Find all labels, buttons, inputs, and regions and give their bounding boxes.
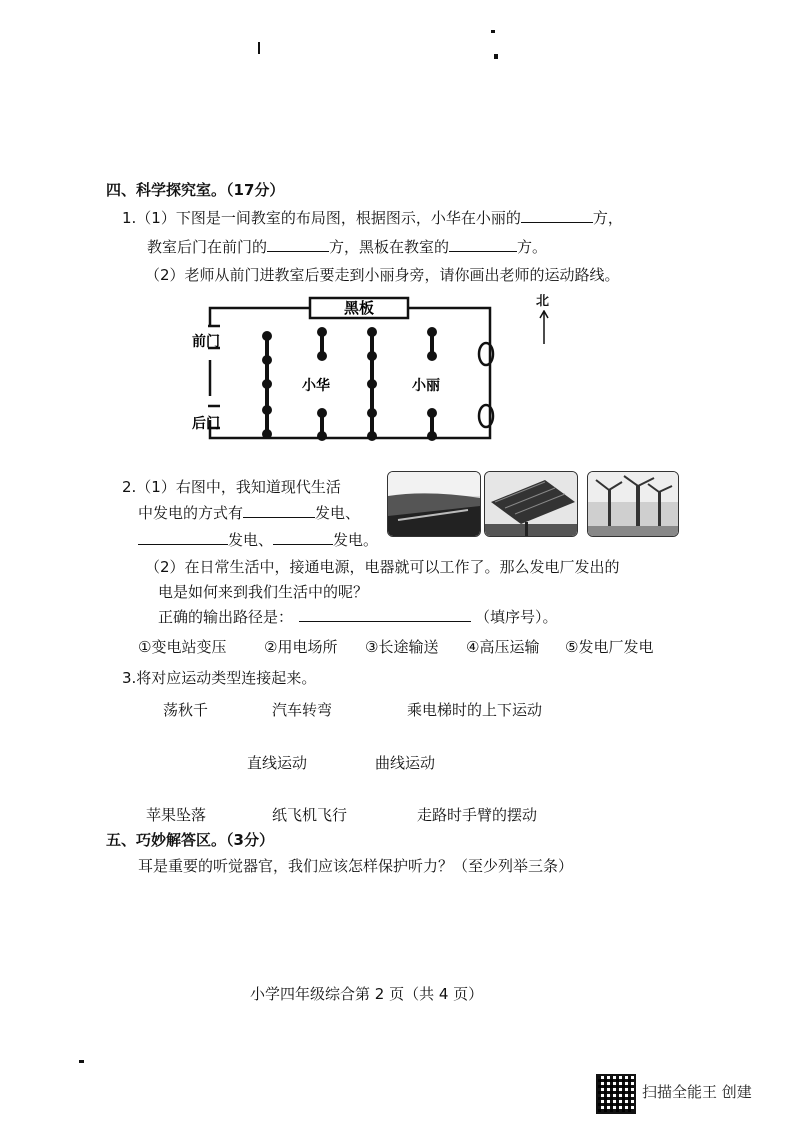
q2-path-line bbox=[158, 607, 558, 627]
path-hint: （填序号）。 bbox=[475, 608, 558, 626]
q1-part1-line2-text-a: 教室后门在前门的 bbox=[147, 238, 268, 256]
scan-speck bbox=[491, 30, 495, 33]
q1-part1-line1-text-b: 方， bbox=[592, 209, 623, 227]
q2-part2-line1: （2）在日常生活中，接通电源，电器就可以工作了。那么发电厂发出的 bbox=[145, 558, 620, 576]
blackboard-label: 黑板 bbox=[343, 299, 375, 317]
hydropower-dam-photo bbox=[387, 471, 481, 537]
section-5-title: 五、巧妙解答区。（3分） bbox=[106, 831, 274, 849]
answer-blank[interactable] bbox=[243, 503, 315, 518]
q1-part1-line1-text-a: 1.（1）下图是一间教室的布局图，根据图示，小华在小丽的 bbox=[122, 209, 521, 227]
scan-speck bbox=[79, 1060, 84, 1063]
q2-part1-line3 bbox=[138, 530, 378, 550]
classroom-walls bbox=[208, 308, 490, 438]
scanner-watermark: 扫描全能王 创建 bbox=[642, 1083, 752, 1101]
motion-type[interactable]: 直线运动 bbox=[247, 754, 308, 772]
path-label: 正确的输出路径是： bbox=[158, 608, 294, 626]
section-4-title: 四、科学探究室。（17分） bbox=[106, 181, 285, 199]
matching-item[interactable]: 荡秋千 bbox=[163, 701, 209, 719]
q1-part2: （2）老师从前门进教室后要走到小丽身旁，请你画出老师的运动路线。 bbox=[145, 266, 620, 284]
desk-rows bbox=[262, 327, 437, 441]
option-4: ④高压运输 bbox=[466, 638, 540, 656]
q2-part2-line2: 电是如何来到我们生活中的呢？ bbox=[158, 583, 369, 601]
scan-speck bbox=[258, 42, 260, 54]
answer-blank[interactable] bbox=[138, 530, 228, 545]
q1-part1-line2-text-b: 方，黑板在教室的 bbox=[329, 238, 450, 256]
answer-blank[interactable] bbox=[273, 530, 333, 545]
front-door-label: 前门 bbox=[192, 334, 220, 350]
classroom-diagram bbox=[180, 288, 520, 458]
matching-item[interactable]: 走路时手臂的摆动 bbox=[417, 806, 538, 824]
matching-item[interactable]: 汽车转弯 bbox=[272, 701, 333, 719]
scan-speck bbox=[494, 54, 498, 59]
q1-part1-line2-text-c: 方。 bbox=[517, 238, 548, 256]
back-door-label: 后门 bbox=[192, 416, 220, 432]
north-label: 北 bbox=[536, 294, 550, 309]
q2-line3-text-b: 发电。 bbox=[333, 531, 379, 549]
solar-panel-photo bbox=[484, 471, 578, 537]
matching-item[interactable]: 乘电梯时的上下运动 bbox=[407, 701, 543, 719]
xiaohua-label: 小华 bbox=[302, 378, 330, 394]
option-3: ③长途输送 bbox=[365, 638, 439, 656]
q2-part1-line2 bbox=[138, 503, 360, 523]
wind-turbine-photo bbox=[587, 471, 679, 537]
xiaoli-label: 小丽 bbox=[412, 378, 440, 394]
q1-part1-line2 bbox=[147, 237, 547, 257]
q2-line2-text-b: 发电、 bbox=[315, 504, 361, 522]
q2-line2-text-a: 中发电的方式有 bbox=[138, 504, 244, 522]
q2-line3-text-a: 发电、 bbox=[228, 531, 274, 549]
answer-blank[interactable] bbox=[521, 208, 593, 223]
answer-blank[interactable] bbox=[267, 237, 329, 252]
q3-title: 3.将对应运动类型连接起来。 bbox=[122, 669, 317, 687]
option-5: ⑤发电厂发电 bbox=[565, 638, 654, 656]
section-5-question: 耳是重要的听觉器官，我们应该怎样保护听力？（至少列举三条） bbox=[138, 857, 574, 875]
matching-item[interactable]: 纸飞机飞行 bbox=[272, 806, 348, 824]
answer-blank[interactable] bbox=[299, 607, 471, 622]
answer-blank[interactable] bbox=[449, 237, 517, 252]
option-1: ①变电站变压 bbox=[138, 638, 227, 656]
option-2: ②用电场所 bbox=[264, 638, 338, 656]
q1-part1-line1 bbox=[122, 208, 623, 228]
matching-item[interactable]: 苹果坠落 bbox=[146, 806, 207, 824]
motion-type[interactable]: 曲线运动 bbox=[375, 754, 436, 772]
page-footer: 小学四年级综合第 2 页（共 4 页） bbox=[250, 985, 484, 1003]
north-arrow-icon bbox=[537, 310, 551, 346]
q2-part1-line1: 2.（1）右图中，我知道现代生活 bbox=[122, 478, 341, 496]
qr-code-icon bbox=[596, 1074, 636, 1114]
